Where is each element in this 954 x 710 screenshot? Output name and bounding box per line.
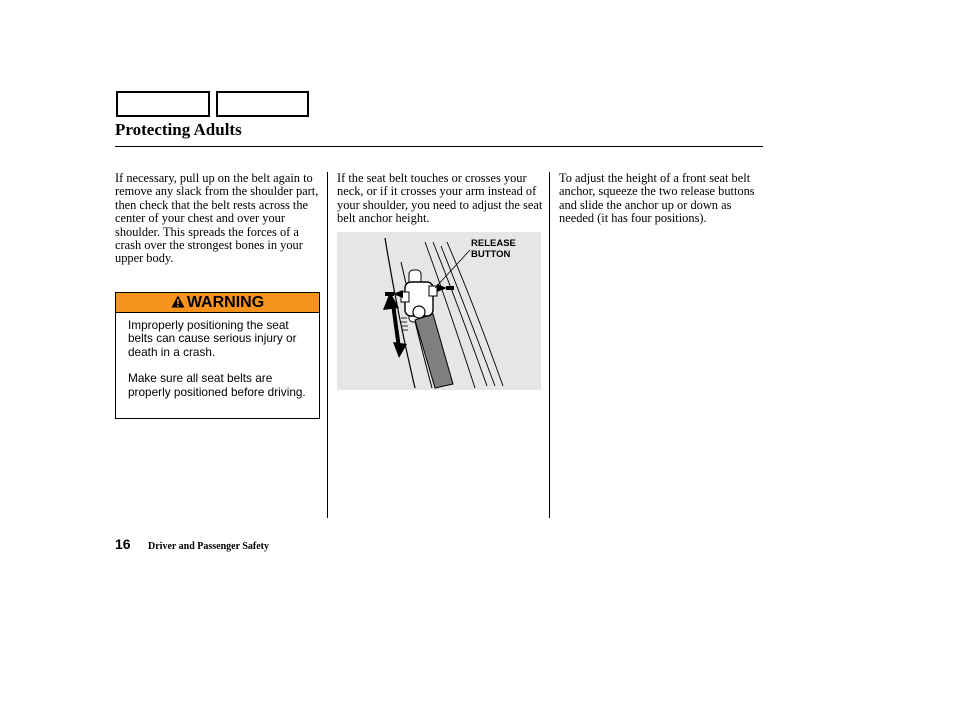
release-button-label	[471, 238, 516, 260]
column-divider-1	[327, 172, 328, 518]
column1-paragraph: If necessary, pull up on the belt again to remove any slack from the shoulder part, then check that the belt rests across the center of your chest and over your shoulder. This spreads the forces of a crash over the strongest bones in your upper body.	[115, 171, 319, 266]
release-button-label-line1: RELEASE	[471, 238, 516, 249]
column-divider-2	[549, 172, 550, 518]
warning-box	[115, 292, 320, 419]
warning-paragraph-1: Improperly positioning the seat belts can cause serious injury or death in a crash.	[128, 318, 297, 359]
warning-triangle-icon	[171, 295, 185, 308]
seat-belt-anchor-illustration	[337, 232, 541, 390]
warning-paragraph-2: Make sure all seat belts are properly positioned before driving.	[128, 371, 306, 399]
chapter-tab-2	[216, 91, 309, 117]
warning-title: WARNING	[186, 294, 265, 311]
page-number: 16	[115, 536, 131, 552]
column3-paragraph: To adjust the height of a front seat belt anchor, squeeze the two release buttons and slide the anchor up or down as needed (it has four positions).	[559, 171, 755, 226]
release-button-label-line2: BUTTON	[471, 249, 511, 260]
warning-body	[116, 313, 319, 399]
chapter-tab-1	[116, 91, 210, 117]
warning-header	[116, 293, 319, 313]
column2-paragraph: If the seat belt touches or crosses your neck, or if it crosses your arm instead of your shoulder, you need to adjust the seat belt anchor height.	[337, 171, 543, 226]
title-divider	[115, 146, 763, 147]
section-title: Protecting Adults	[115, 120, 242, 139]
footer-chapter-title: Driver and Passenger Safety	[148, 541, 270, 552]
